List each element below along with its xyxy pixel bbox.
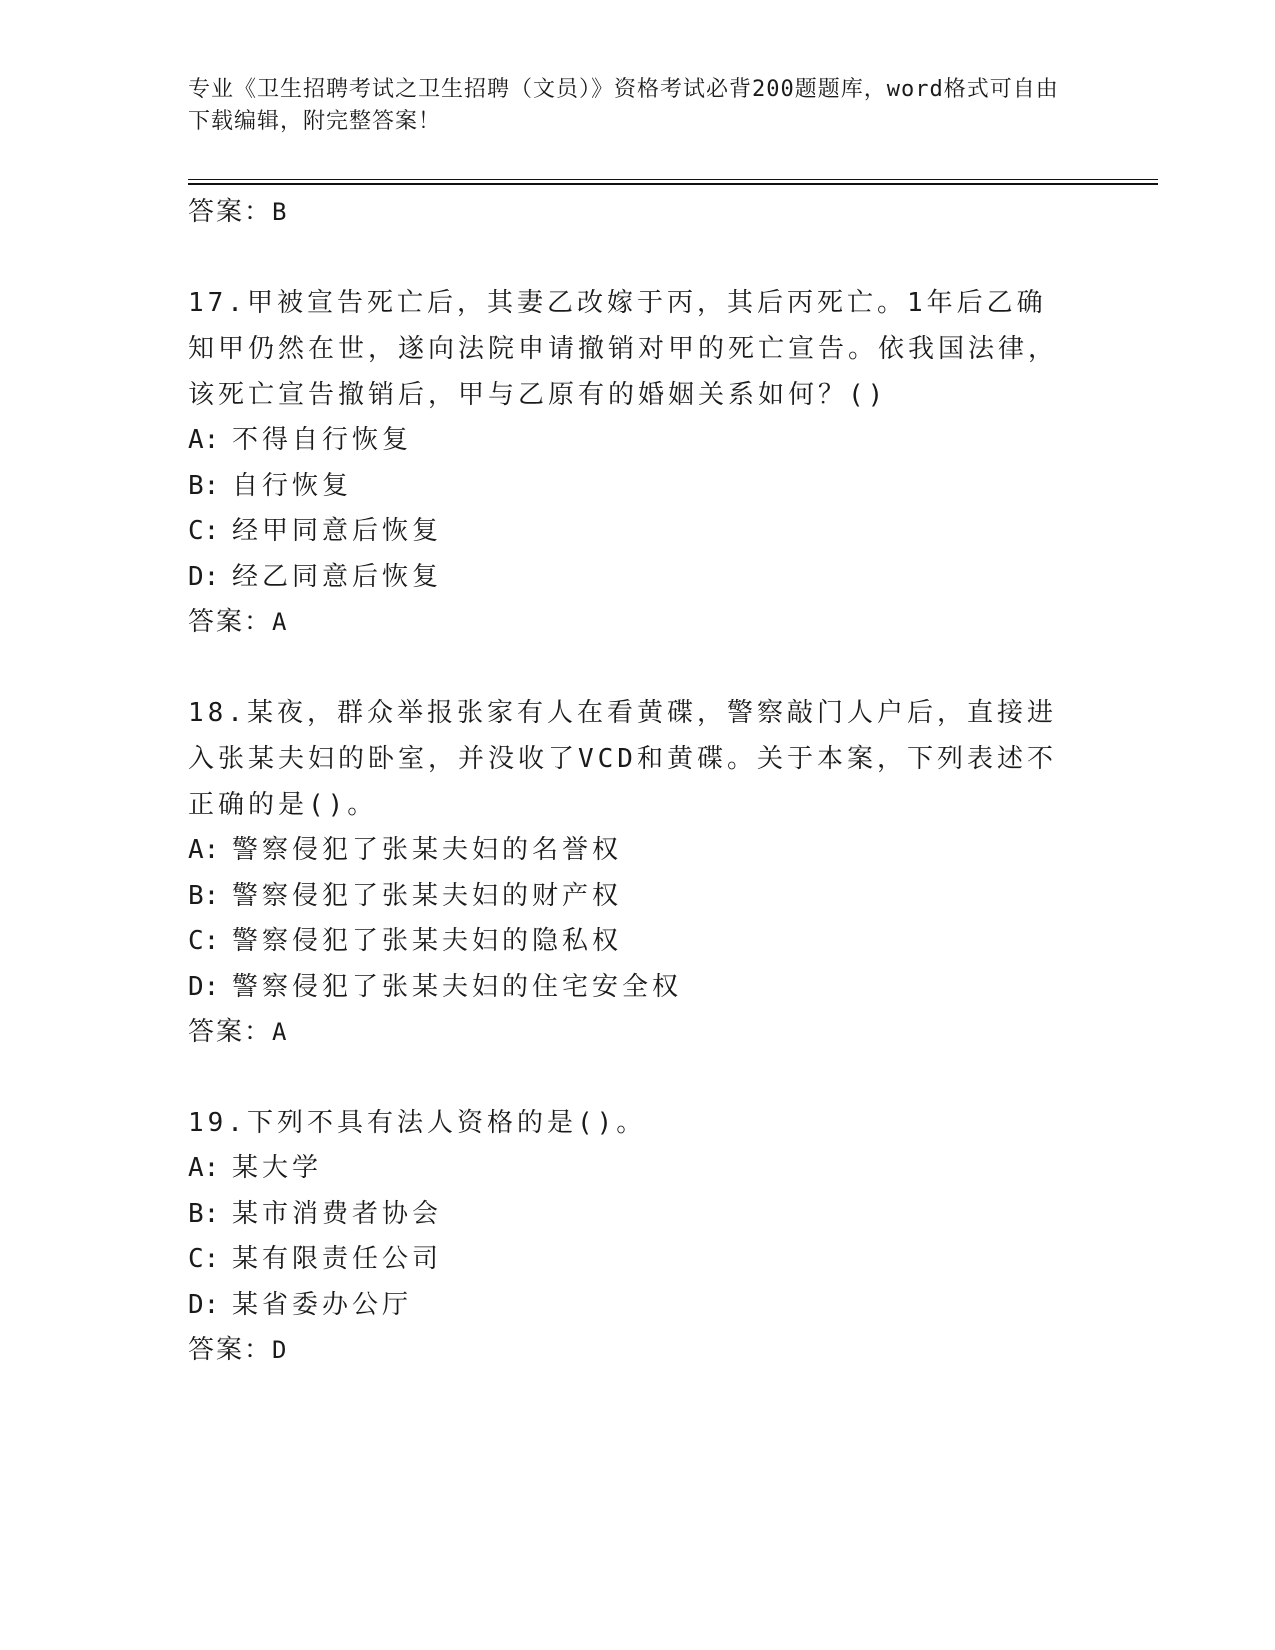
answer-label: 答案： bbox=[188, 197, 273, 227]
answer-label: 答案： bbox=[188, 1335, 273, 1365]
option-a bbox=[188, 1146, 1088, 1192]
answer-value: A bbox=[272, 1018, 289, 1046]
option-text: 某大学 bbox=[232, 1153, 323, 1183]
option-b bbox=[188, 874, 1088, 920]
header-divider-thin bbox=[188, 179, 1158, 180]
option-text: 警察侵犯了张某夫妇的隐私权 bbox=[232, 926, 623, 956]
option-a bbox=[188, 828, 1088, 874]
option-c bbox=[188, 1237, 1088, 1283]
option-c bbox=[188, 919, 1088, 965]
answer-line bbox=[188, 600, 1088, 644]
option-d bbox=[188, 1283, 1088, 1329]
option-letter: A: bbox=[188, 425, 220, 455]
answer-line bbox=[188, 1328, 1088, 1372]
answer-label: 答案： bbox=[188, 607, 273, 637]
option-b bbox=[188, 464, 1088, 510]
option-letter: C: bbox=[188, 1244, 220, 1274]
question-stem: 19.下列不具有法人资格的是()。 bbox=[188, 1108, 647, 1138]
option-text: 警察侵犯了张某夫妇的财产权 bbox=[232, 880, 623, 911]
header-divider-thick bbox=[188, 183, 1158, 185]
answer-label: 答案： bbox=[188, 1017, 273, 1047]
option-text: 警察侵犯了张某夫妇的住宅安全权 bbox=[232, 971, 683, 1002]
answer-value: D bbox=[272, 1336, 289, 1364]
option-text: 某省委办公厅 bbox=[232, 1289, 413, 1320]
question-17 bbox=[188, 280, 1088, 644]
option-text: 不得自行恢复 bbox=[232, 425, 413, 455]
question-stem: 17.甲被宣告死亡后，其妻乙改嫁于丙，其后丙死亡。1年后乙确知甲仍然在世，遂向法院申请撤销对甲的死亡宣告。依我国法律，该死亡宣告撤销后，甲与乙原有的婚姻关系如何？() bbox=[188, 288, 1059, 410]
question-stem: 18.某夜，群众举报张家有人在看黄碟，警察敲门人户后，直接进入张某夫妇的卧室，并没收了VCD和黄碟。关于本案，下列表述不正确的是()。 bbox=[188, 698, 1057, 820]
option-c bbox=[188, 509, 1088, 555]
answer-line bbox=[188, 190, 1088, 234]
answer-line bbox=[188, 1010, 1088, 1054]
option-letter: B: bbox=[188, 1198, 220, 1229]
option-letter: C: bbox=[188, 516, 220, 546]
page-header-text: 专业《卫生招聘考试之卫生招聘（文员）》资格考试必背200题题库，word格式可自由下载编辑，附完整答案！ bbox=[188, 77, 1059, 134]
option-text: 某有限责任公司 bbox=[232, 1244, 443, 1274]
option-text: 警察侵犯了张某夫妇的名誉权 bbox=[232, 835, 623, 865]
question-19 bbox=[188, 1100, 1088, 1372]
option-a bbox=[188, 418, 1088, 464]
option-letter: B: bbox=[188, 880, 220, 911]
option-d bbox=[188, 965, 1088, 1011]
option-letter: D: bbox=[188, 561, 220, 592]
option-letter: C: bbox=[188, 926, 220, 956]
option-letter: A: bbox=[188, 1153, 220, 1183]
option-letter: B: bbox=[188, 470, 220, 501]
answer-value: B bbox=[272, 198, 289, 226]
option-d bbox=[188, 555, 1088, 601]
option-letter: D: bbox=[188, 1289, 220, 1320]
answer-value: A bbox=[272, 608, 289, 636]
option-letter: D: bbox=[188, 971, 220, 1002]
option-b bbox=[188, 1192, 1088, 1238]
option-text: 某市消费者协会 bbox=[232, 1198, 443, 1229]
option-text: 自行恢复 bbox=[232, 470, 353, 501]
question-18 bbox=[188, 690, 1088, 1054]
option-letter: A: bbox=[188, 835, 220, 865]
option-text: 经乙同意后恢复 bbox=[232, 561, 443, 592]
option-text: 经甲同意后恢复 bbox=[232, 516, 443, 546]
document-body bbox=[188, 190, 1088, 1372]
